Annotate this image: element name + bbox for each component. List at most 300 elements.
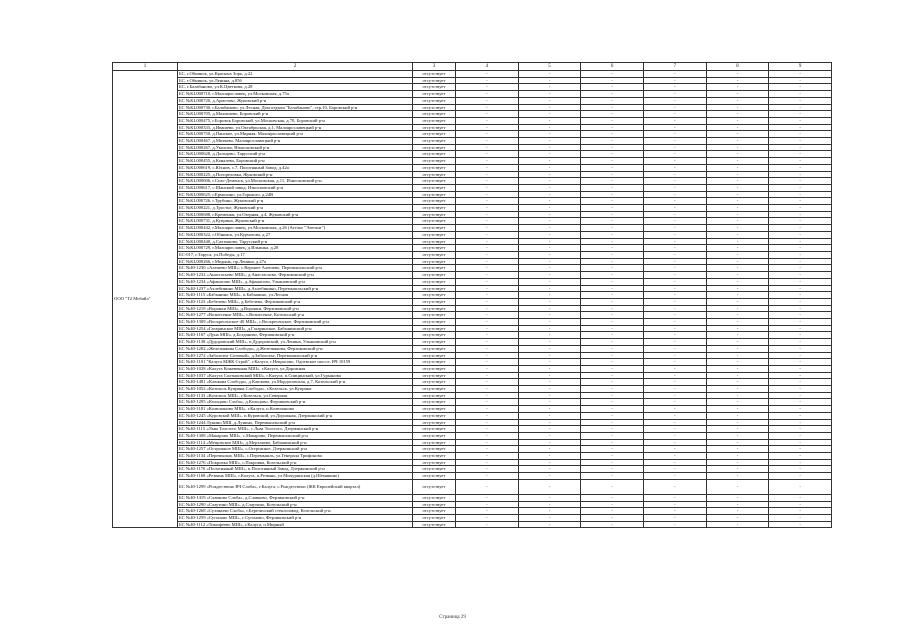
status-cell: отсутствует xyxy=(413,84,456,91)
dash-cell: - xyxy=(518,97,581,104)
dash-cell: - xyxy=(643,432,706,439)
dash-cell: - xyxy=(581,111,644,118)
station-address-cell: БС №40-1244 Лунино МШ, д.Лунино, Перемышльский р-н xyxy=(178,419,413,426)
dash-cell: - xyxy=(706,426,769,433)
dash-cell: - xyxy=(518,245,581,252)
dash-cell: - xyxy=(643,205,706,212)
dash-cell: - xyxy=(769,345,832,352)
table-row xyxy=(113,501,832,508)
dash-cell: - xyxy=(456,285,519,292)
col-number-3: 3 xyxy=(413,63,456,71)
dash-cell: - xyxy=(643,245,706,252)
status-cell: отсутствует xyxy=(413,158,456,165)
dash-cell: - xyxy=(769,191,832,198)
dash-cell: - xyxy=(769,124,832,131)
dash-cell: - xyxy=(769,439,832,446)
dash-cell: - xyxy=(581,218,644,225)
dash-cell: - xyxy=(706,178,769,185)
station-address-cell: БС №KL000729, г.Малоярославец, д.Ильинка, д.28 xyxy=(178,245,413,252)
dash-cell: - xyxy=(769,211,832,218)
dash-cell: - xyxy=(706,265,769,272)
dash-cell: - xyxy=(581,258,644,265)
dash-cell: - xyxy=(769,386,832,393)
dash-cell: - xyxy=(518,158,581,165)
dash-cell: - xyxy=(456,198,519,205)
dash-cell: - xyxy=(643,278,706,285)
station-address-cell: БС №40-1299 «Рождествено ВЧ Слоба», г.Калуга, с.Рождествено (ЖК Европейский квартал) xyxy=(178,479,413,494)
dash-cell: - xyxy=(769,251,832,258)
dash-cell: - xyxy=(581,432,644,439)
status-cell: отсутствует xyxy=(413,298,456,305)
table-row xyxy=(113,77,832,84)
status-cell: отсутствует xyxy=(413,218,456,225)
dash-cell: - xyxy=(769,91,832,98)
dash-cell: - xyxy=(769,278,832,285)
station-address-cell: БС №KL000705, д.Малышево, Боровский р-н xyxy=(178,111,413,118)
dash-cell: - xyxy=(581,352,644,359)
dash-cell: - xyxy=(769,238,832,245)
station-address-cell: БС №40-1202 «Железнякова Слобода», д.Железнякова, Ферзиковский р-н xyxy=(178,345,413,352)
dash-cell: - xyxy=(706,211,769,218)
dash-cell: - xyxy=(769,473,832,480)
dash-cell: - xyxy=(456,265,519,272)
dash-cell: - xyxy=(518,251,581,258)
table-row xyxy=(113,138,832,145)
dash-cell: - xyxy=(581,178,644,185)
dash-cell: - xyxy=(706,446,769,453)
table-row xyxy=(113,473,832,480)
status-cell: отсутствует xyxy=(413,352,456,359)
dash-cell: - xyxy=(706,325,769,332)
dash-cell: - xyxy=(456,439,519,446)
dash-cell: - xyxy=(769,131,832,138)
dash-cell: - xyxy=(769,453,832,460)
dash-cell: - xyxy=(581,292,644,299)
dash-cell: - xyxy=(643,171,706,178)
dash-cell: - xyxy=(769,406,832,413)
dash-cell: - xyxy=(518,238,581,245)
dash-cell: - xyxy=(456,521,519,528)
dash-cell: - xyxy=(456,131,519,138)
station-address-cell: БС №40-1028 «Калуга Кожевенная МШ», г.Калуга, ул.Дорожная xyxy=(178,365,413,372)
table-row xyxy=(113,258,832,265)
status-cell: отсутствует xyxy=(413,446,456,453)
dash-cell: - xyxy=(518,406,581,413)
dash-cell: - xyxy=(769,258,832,265)
dash-cell: - xyxy=(769,432,832,439)
dash-cell: - xyxy=(456,231,519,238)
dash-cell: - xyxy=(643,91,706,98)
dash-cell: - xyxy=(581,231,644,238)
status-cell: отсутствует xyxy=(413,305,456,312)
station-address-cell: БС №KL000442, г.Малоярославец, ул.Московская, д.26 (Ателье "Элегант") xyxy=(178,225,413,232)
status-cell: отсутствует xyxy=(413,473,456,480)
col-number-1: 1 xyxy=(113,63,178,71)
station-address-cell: БС №40-1037 «Калуга Салтыковский МШ», г.Калуга, п.Спицинский, ул.Гурьянова xyxy=(178,372,413,379)
status-cell: отсутствует xyxy=(413,285,456,292)
station-address-cell: БС №KL000628, д.Дольцево, Тарусский р-н xyxy=(178,151,413,158)
dash-cell: - xyxy=(456,178,519,185)
dash-cell: - xyxy=(706,412,769,419)
station-address-cell: БС №40-1308 «Макарово МШ», с.Макарово, Перемышльский р-н xyxy=(178,432,413,439)
station-address-cell: БС №KL000333, д.Ивашево, ул.Октябрьская, д.1, Малоярославецкий р-н xyxy=(178,124,413,131)
station-address-cell: БС №40-1290 «Слаутино МШ», д.Слаутино, Козельский р-н xyxy=(178,501,413,508)
status-cell: отсутствует xyxy=(413,292,456,299)
station-address-cell: БС №40-1276 «Покровка МШ», с.Покровка, Козельский р-н xyxy=(178,459,413,466)
station-address-cell: БС №40-1277 «Вознесенье МШ», с.Вознесенье, Козельский р-н xyxy=(178,312,413,319)
table-row xyxy=(113,426,832,433)
dash-cell: - xyxy=(456,251,519,258)
status-cell: отсутствует xyxy=(413,225,456,232)
dash-cell: - xyxy=(706,305,769,312)
dash-cell: - xyxy=(456,426,519,433)
dash-cell: - xyxy=(456,124,519,131)
station-address-cell: БС №40-1309 «Воскресенское-40 МШ», с.Воскресенское, Ферзиковский р-н xyxy=(178,319,413,326)
status-cell: отсутствует xyxy=(413,198,456,205)
status-cell: отсутствует xyxy=(413,453,456,460)
dash-cell: - xyxy=(706,312,769,319)
status-cell: отсутствует xyxy=(413,365,456,372)
dash-cell: - xyxy=(456,225,519,232)
dash-cell: - xyxy=(643,419,706,426)
dash-cell: - xyxy=(706,272,769,279)
dash-cell: - xyxy=(643,77,706,84)
dash-cell: - xyxy=(769,339,832,346)
dash-cell: - xyxy=(643,439,706,446)
status-cell: отсутствует xyxy=(413,379,456,386)
dash-cell: - xyxy=(456,77,519,84)
dash-cell: - xyxy=(769,198,832,205)
dash-cell: - xyxy=(581,238,644,245)
dash-cell: - xyxy=(769,164,832,171)
dash-cell: - xyxy=(643,412,706,419)
dash-cell: - xyxy=(706,245,769,252)
table-row xyxy=(113,144,832,151)
dash-cell: - xyxy=(706,205,769,212)
table-row xyxy=(113,124,832,131)
station-address-cell: БС №40-1268 «Сухиничи Слоба», г.Березичский стеклозавод, Козельский р-н xyxy=(178,508,413,515)
dash-cell: - xyxy=(456,84,519,91)
status-cell: отсутствует xyxy=(413,138,456,145)
dash-cell: - xyxy=(518,278,581,285)
document-sheet xyxy=(112,62,832,528)
table-row xyxy=(113,439,832,446)
dash-cell: - xyxy=(518,459,581,466)
dash-cell: - xyxy=(643,292,706,299)
status-cell: отсутствует xyxy=(413,325,456,332)
dash-cell: - xyxy=(643,325,706,332)
station-address-cell: БС №KL000606, г.Спас-Деменск, ул.Московская, д.11, Износковский р-н xyxy=(178,178,413,185)
dash-cell: - xyxy=(643,117,706,124)
dash-cell: - xyxy=(643,84,706,91)
dash-cell: - xyxy=(769,312,832,319)
station-address-cell: БС №40-1134 «Перемышль МШ», с.Перемышль, ул.Генерала Трифонова xyxy=(178,453,413,460)
dash-cell: - xyxy=(643,285,706,292)
dash-cell: - xyxy=(706,84,769,91)
dash-cell: - xyxy=(706,515,769,522)
dash-cell: - xyxy=(456,365,519,372)
dash-cell: - xyxy=(581,359,644,366)
table-row xyxy=(113,432,832,439)
table-row xyxy=(113,399,832,406)
station-address-cell: БС №40-1419 «Славково Слоба», д.Славково, Ферзиковский р-н xyxy=(178,494,413,501)
dash-cell: - xyxy=(518,372,581,379)
dash-cell: - xyxy=(518,439,581,446)
dash-cell: - xyxy=(706,144,769,151)
status-cell: отсутствует xyxy=(413,97,456,104)
station-address-cell: БС №40-1181 «Колюпаново МШ», г.Калуга, п.Колюпаново xyxy=(178,406,413,413)
dash-cell: - xyxy=(518,231,581,238)
dash-cell: - xyxy=(456,138,519,145)
table-row xyxy=(113,272,832,279)
dash-cell: - xyxy=(643,386,706,393)
dash-cell: - xyxy=(706,406,769,413)
dash-cell: - xyxy=(769,466,832,473)
dash-cell: - xyxy=(456,419,519,426)
status-cell: отсутствует xyxy=(413,508,456,515)
dash-cell: - xyxy=(706,392,769,399)
dash-cell: - xyxy=(643,184,706,191)
station-address-cell: БС №40-1259 «Сугоново МШ», с.Сугоново, Ферзиковский р-н xyxy=(178,515,413,522)
dash-cell: - xyxy=(518,305,581,312)
status-cell: отсутствует xyxy=(413,312,456,319)
station-address-cell: БС №40-1138 «Дудоровский МШ», п.Дудоровский, ул.Ленина, Ульяновский р-н xyxy=(178,339,413,346)
table-row xyxy=(113,171,832,178)
dash-cell: - xyxy=(518,392,581,399)
table-row xyxy=(113,285,832,292)
dash-cell: - xyxy=(643,345,706,352)
dash-cell: - xyxy=(769,77,832,84)
station-address-cell: БС №KL000750, д.Панское, ул.Мирная, Малоярославецкий р-н xyxy=(178,131,413,138)
dash-cell: - xyxy=(706,77,769,84)
dash-cell: - xyxy=(643,272,706,279)
dash-cell: - xyxy=(518,365,581,372)
table-row xyxy=(113,298,832,305)
dash-cell: - xyxy=(769,245,832,252)
dash-cell: - xyxy=(643,258,706,265)
dash-cell: - xyxy=(581,117,644,124)
station-address-cell: БС, г.Балабаново, ул.К.Цветкова, д.28 xyxy=(178,84,413,91)
dash-cell: - xyxy=(706,298,769,305)
dash-cell: - xyxy=(518,77,581,84)
dash-cell: - xyxy=(456,292,519,299)
dash-cell: - xyxy=(706,345,769,352)
dash-cell: - xyxy=(456,412,519,419)
dash-cell: - xyxy=(643,459,706,466)
station-address-cell: БС-017, г.Таруса, ул.Победы, д.17 xyxy=(178,251,413,258)
dash-cell: - xyxy=(581,151,644,158)
dash-cell: - xyxy=(769,111,832,118)
dash-cell: - xyxy=(769,71,832,78)
dash-cell: - xyxy=(706,332,769,339)
dash-cell: - xyxy=(456,104,519,111)
dash-cell: - xyxy=(581,501,644,508)
dash-cell: - xyxy=(581,158,644,165)
dash-cell: - xyxy=(643,238,706,245)
dash-cell: - xyxy=(581,198,644,205)
dash-cell: - xyxy=(706,285,769,292)
dash-cell: - xyxy=(769,479,832,494)
station-address-cell: БС №40-1101 "Калуга МЖК Строй", г.Калуга, г.Некрасово, Одоевское шоссе, ВЧ 10159 xyxy=(178,359,413,366)
col-number-5: 5 xyxy=(518,63,581,71)
table-row xyxy=(113,225,832,232)
dash-cell: - xyxy=(456,158,519,165)
dash-cell: - xyxy=(706,466,769,473)
station-address-cell: БС №40-1481 «Клюкова Слобода», д.Клюкова, ул.Мордасовская, д.7, Козельский р-н xyxy=(178,379,413,386)
status-cell: отсутствует xyxy=(413,419,456,426)
status-cell: отсутствует xyxy=(413,345,456,352)
dash-cell: - xyxy=(643,339,706,346)
dash-cell: - xyxy=(581,285,644,292)
dash-cell: - xyxy=(706,292,769,299)
dash-cell: - xyxy=(581,479,644,494)
dash-cell: - xyxy=(706,352,769,359)
dash-cell: - xyxy=(643,365,706,372)
dash-cell: - xyxy=(518,345,581,352)
dash-cell: - xyxy=(518,386,581,393)
dash-cell: - xyxy=(706,117,769,124)
dash-cell: - xyxy=(456,345,519,352)
table-row xyxy=(113,453,832,460)
status-cell: отсутствует xyxy=(413,406,456,413)
dash-cell: - xyxy=(643,231,706,238)
dash-cell: - xyxy=(581,272,644,279)
status-cell: отсутствует xyxy=(413,459,456,466)
dash-cell: - xyxy=(706,508,769,515)
status-cell: отсутствует xyxy=(413,521,456,528)
dash-cell: - xyxy=(706,158,769,165)
status-cell: отсутствует xyxy=(413,466,456,473)
table-row xyxy=(113,494,832,501)
dash-cell: - xyxy=(518,432,581,439)
dash-cell: - xyxy=(581,339,644,346)
station-address-cell: БС №KL000475, г.Боровск Боровский, ул.Московская, д.70, Боровский р-н xyxy=(178,117,413,124)
station-address-cell: БС, г.Обнинск, ул.Ленина, д.85б xyxy=(178,77,413,84)
table-row xyxy=(113,345,832,352)
dash-cell: - xyxy=(643,251,706,258)
dash-cell: - xyxy=(581,406,644,413)
dash-cell: - xyxy=(581,184,644,191)
station-address-cell: БС №KL000440, д.Салтыково, Тарусский р-н xyxy=(178,238,413,245)
table-row xyxy=(113,479,832,494)
dash-cell: - xyxy=(581,332,644,339)
table-row xyxy=(113,84,832,91)
dash-cell: - xyxy=(518,84,581,91)
dash-cell: - xyxy=(769,97,832,104)
dash-cell: - xyxy=(518,184,581,191)
registry-table xyxy=(112,62,832,528)
dash-cell: - xyxy=(706,131,769,138)
dash-cell: - xyxy=(706,184,769,191)
dash-cell: - xyxy=(643,332,706,339)
dash-cell: - xyxy=(643,319,706,326)
status-cell: отсутствует xyxy=(413,124,456,131)
dash-cell: - xyxy=(581,459,644,466)
dash-cell: - xyxy=(456,446,519,453)
status-cell: отсутствует xyxy=(413,372,456,379)
station-address-cell: БС №KL000266, г.Медынь, пр.Ленина, д.27а xyxy=(178,258,413,265)
dash-cell: - xyxy=(643,138,706,145)
station-address-cell: БС №40-1133 «Козельск МШ», г.Козельск, ул.Северная xyxy=(178,392,413,399)
dash-cell: - xyxy=(581,91,644,98)
dash-cell: - xyxy=(581,138,644,145)
dash-cell: - xyxy=(643,158,706,165)
station-address-cell: БС №40-1123 «Бебелево МШ», д.Бебелево, Ферзиковский р-н xyxy=(178,298,413,305)
dash-cell: - xyxy=(769,319,832,326)
dash-cell: - xyxy=(769,151,832,158)
table-row xyxy=(113,312,832,319)
dash-cell: - xyxy=(456,164,519,171)
status-cell: отсутствует xyxy=(413,164,456,171)
dash-cell: - xyxy=(581,131,644,138)
dash-cell: - xyxy=(456,379,519,386)
dash-cell: - xyxy=(581,453,644,460)
table-row xyxy=(113,71,832,78)
dash-cell: - xyxy=(581,298,644,305)
dash-cell: - xyxy=(643,131,706,138)
table-row xyxy=(113,178,832,185)
station-address-cell: БС №40-1115 «Бабынино МШ», п.Бабынино, ул.Лесная xyxy=(178,292,413,299)
dash-cell: - xyxy=(456,339,519,346)
table-row xyxy=(113,184,832,191)
dash-cell: - xyxy=(518,285,581,292)
status-cell: отсутствует xyxy=(413,77,456,84)
dash-cell: - xyxy=(769,158,832,165)
status-cell: отсутствует xyxy=(413,178,456,185)
dash-cell: - xyxy=(518,218,581,225)
dash-cell: - xyxy=(769,494,832,501)
dash-cell: - xyxy=(518,71,581,78)
table-row xyxy=(113,91,832,98)
dash-cell: - xyxy=(581,412,644,419)
dash-cell: - xyxy=(769,178,832,185)
status-cell: отсутствует xyxy=(413,494,456,501)
dash-cell: - xyxy=(769,359,832,366)
dash-cell: - xyxy=(456,372,519,379)
dash-cell: - xyxy=(706,459,769,466)
table-row xyxy=(113,446,832,453)
station-address-cell: БС №40-1112 «Тимофеево МШ», г.Калуга, п.Мирный xyxy=(178,521,413,528)
dash-cell: - xyxy=(706,151,769,158)
station-address-cell: БС №KL000225, д.Погореловка, Жуковский р-н xyxy=(178,171,413,178)
dash-cell: - xyxy=(518,211,581,218)
dash-cell: - xyxy=(456,144,519,151)
table-row xyxy=(113,419,832,426)
dash-cell: - xyxy=(643,104,706,111)
dash-cell: - xyxy=(581,386,644,393)
dash-cell: - xyxy=(706,379,769,386)
dash-cell: - xyxy=(518,332,581,339)
col-number-8: 8 xyxy=(706,63,769,71)
dash-cell: - xyxy=(581,191,644,198)
status-cell: отсутствует xyxy=(413,319,456,326)
dash-cell: - xyxy=(643,151,706,158)
dash-cell: - xyxy=(643,508,706,515)
dash-cell: - xyxy=(706,319,769,326)
station-address-cell: БС №40-1176 «Полотняный МШ», п.Полотняный Завод, Дзержинский р-н xyxy=(178,466,413,473)
dash-cell: - xyxy=(643,352,706,359)
dash-cell: - xyxy=(643,379,706,386)
dash-cell: - xyxy=(706,479,769,494)
dash-cell: - xyxy=(706,278,769,285)
dash-cell: - xyxy=(518,117,581,124)
dash-cell: - xyxy=(581,265,644,272)
dash-cell: - xyxy=(706,359,769,366)
dash-cell: - xyxy=(581,372,644,379)
col-number-6: 6 xyxy=(581,63,644,71)
station-address-cell: БС №40-1234 «Афанасово МШ», д.Афанасово, Ульяновский р-н xyxy=(178,278,413,285)
station-address-cell: БС №KL000720, д.Аристово, Жуковский р-н xyxy=(178,97,413,104)
